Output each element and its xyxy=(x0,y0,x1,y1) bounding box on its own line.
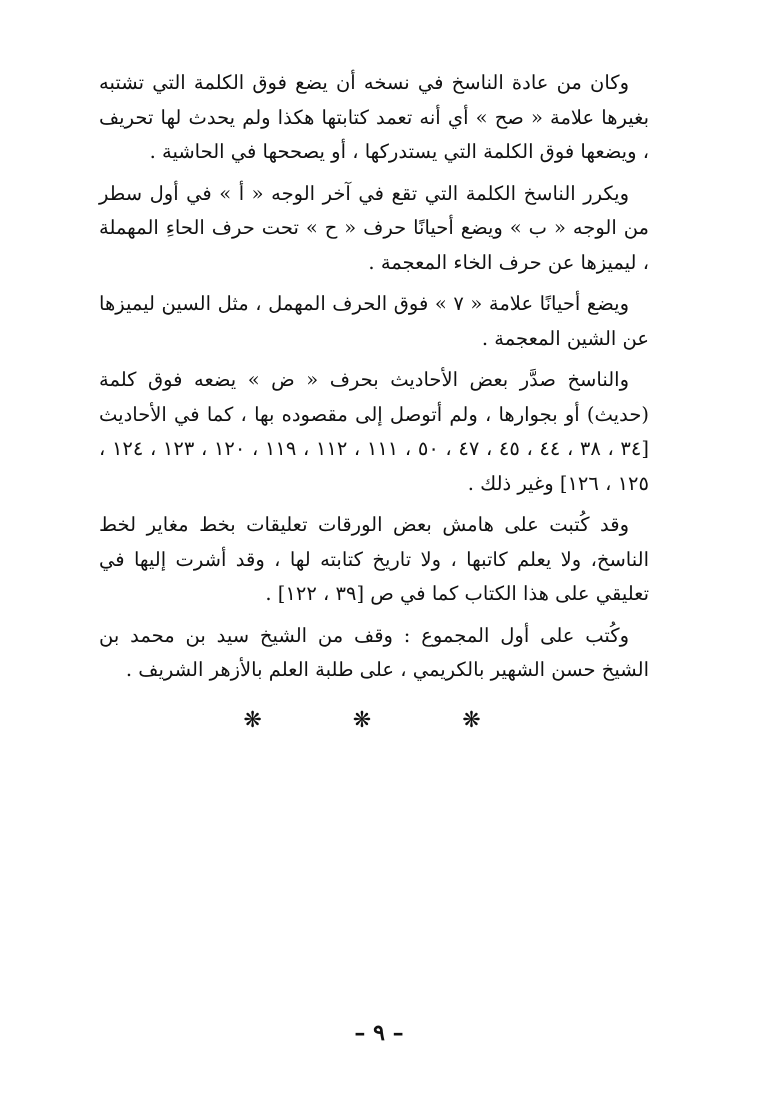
paragraph-sah-mark: وكان من عادة الناسخ في نسخه أن يضع فوق الكلمة التي تشتبه بغيرها علامة « صح » أي أنه تعمد كتابتها هكذا ولم يحدث لها تحريف ، ويضعها فوق الكلمة التي يستدركها ، أو يصححها في الحاشية . xyxy=(99,71,649,163)
page-number: – ٩ – xyxy=(354,1020,404,1046)
paragraph-dad-mark: والناسخ صدَّر بعض الأحاديث بحرف « ض » يضعه فوق كلمة (حديث) أو بجوارها ، ولم أتوصل إلى مقصوده بها ، كما في الأحاديث [٣٤ ، ٣٨ ، ٤٤ ، ٤٥ ، ٤٧ ، ٥٠ ، ١١١ ، ١١٢ ، ١١٩ ، ١٢٠ ، ١٢٣ ، ١٢٤ ، ١٢٥ ، ١٢٦] وغير ذلك . xyxy=(99,368,649,495)
document-body xyxy=(99,66,649,695)
asterism-icon: ❋ xyxy=(462,708,515,733)
paragraph-margin-notes: وقد كُتبت على هامش بعض الورقات تعليقات بخط مغاير لخط الناسخ، ولا يعلم كاتبها ، ولا تاريخ كتابته لها ، وقد أشرت إليها في تعليقي على هذا الكتاب كما في ص [٣٩ ، ١٢٢] . xyxy=(99,513,649,605)
paragraph-catchword: ويكرر الناسخ الكلمة التي تقع في آخر الوجه « أ » في أول سطر من الوجه « ب » ويضع أحيانًا حرف « ح » تحت حرف الحاءِ المهملة ، ليميزها عن حرف الخاء المعجمة . xyxy=(99,181,649,274)
section-separator xyxy=(0,708,758,733)
asterism-icon: ❋ xyxy=(352,708,406,733)
paragraph-unpointed-mark: ويضع أحيانًا علامة « ٧ » فوق الحرف المهمل ، مثل السين ليميزها عن الشين المعجمة . xyxy=(99,292,649,350)
paragraph-waqf-note: وكُتب على أول المجموع : وقف من الشيخ سيد بن محمد بن الشيخ حسن الشهير بالكريمي ، على طلبة العلم بالأزهر الشريف . xyxy=(99,623,649,681)
asterism-icon: ❋ xyxy=(243,708,296,733)
